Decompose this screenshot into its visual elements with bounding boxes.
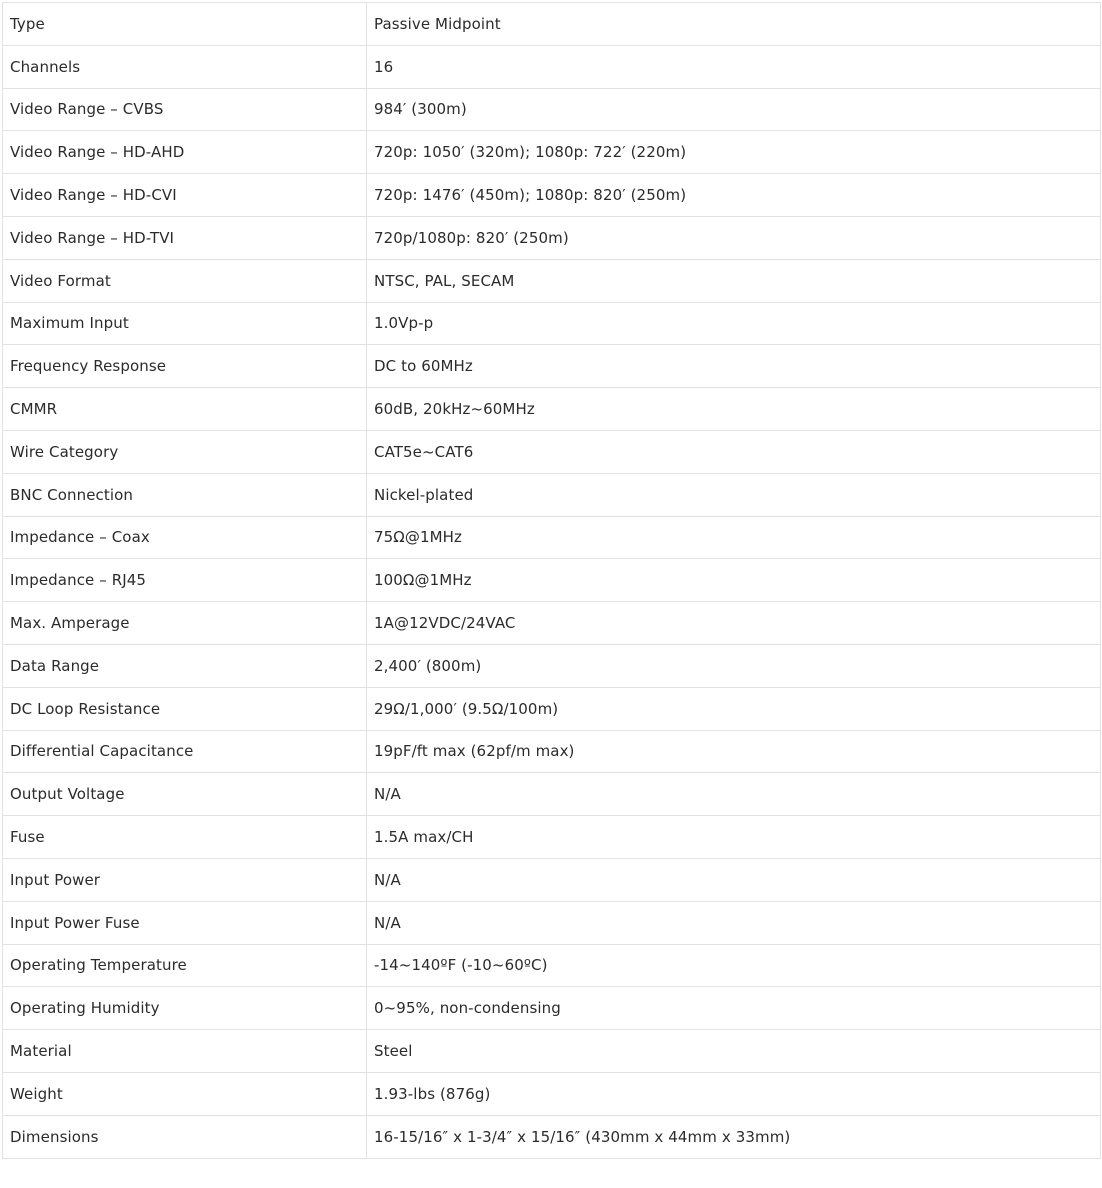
- spec-value: Passive Midpoint: [367, 3, 1101, 46]
- spec-label: Video Format: [3, 259, 367, 302]
- table-row: [3, 302, 1101, 345]
- spec-value: 720p: 1050′ (320m); 1080p: 722′ (220m): [367, 131, 1101, 174]
- spec-label: Weight: [3, 1072, 367, 1115]
- table-row: [3, 516, 1101, 559]
- table-row: [3, 45, 1101, 88]
- spec-label: Operating Humidity: [3, 987, 367, 1030]
- spec-value: Steel: [367, 1030, 1101, 1073]
- spec-value: 16: [367, 45, 1101, 88]
- spec-value: 1.0Vp-p: [367, 302, 1101, 345]
- spec-label: Maximum Input: [3, 302, 367, 345]
- table-row: [3, 1072, 1101, 1115]
- spec-table: [2, 2, 1101, 1159]
- table-row: [3, 687, 1101, 730]
- table-row: [3, 816, 1101, 859]
- spec-label: Operating Temperature: [3, 944, 367, 987]
- table-row: [3, 901, 1101, 944]
- spec-value: 984′ (300m): [367, 88, 1101, 131]
- spec-label: Impedance – RJ45: [3, 559, 367, 602]
- table-row: [3, 602, 1101, 645]
- spec-label: Data Range: [3, 644, 367, 687]
- spec-label: CMMR: [3, 388, 367, 431]
- spec-label: Video Range – CVBS: [3, 88, 367, 131]
- table-row: [3, 388, 1101, 431]
- table-row: [3, 259, 1101, 302]
- spec-value: 100Ω@1MHz: [367, 559, 1101, 602]
- table-row: [3, 473, 1101, 516]
- table-row: [3, 644, 1101, 687]
- table-row: [3, 944, 1101, 987]
- table-row: [3, 345, 1101, 388]
- spec-value: 16-15/16″ x 1-3/4″ x 15/16″ (430mm x 44mm x 33mm): [367, 1115, 1101, 1158]
- table-row: [3, 1115, 1101, 1158]
- spec-value: NTSC, PAL, SECAM: [367, 259, 1101, 302]
- spec-label: Input Power Fuse: [3, 901, 367, 944]
- spec-value: Nickel-plated: [367, 473, 1101, 516]
- table-row: [3, 773, 1101, 816]
- spec-value: 720p: 1476′ (450m); 1080p: 820′ (250m): [367, 174, 1101, 217]
- spec-value: 2,400′ (800m): [367, 644, 1101, 687]
- spec-value: 19pF/ft max (62pf/m max): [367, 730, 1101, 773]
- spec-value: -14~140ºF (-10~60ºC): [367, 944, 1101, 987]
- spec-value: N/A: [367, 901, 1101, 944]
- spec-label: Frequency Response: [3, 345, 367, 388]
- spec-value: 29Ω/1,000′ (9.5Ω/100m): [367, 687, 1101, 730]
- spec-label: DC Loop Resistance: [3, 687, 367, 730]
- spec-table-body: [3, 3, 1101, 1159]
- spec-value: 720p/1080p: 820′ (250m): [367, 216, 1101, 259]
- spec-label: BNC Connection: [3, 473, 367, 516]
- spec-label: Input Power: [3, 858, 367, 901]
- spec-label: Channels: [3, 45, 367, 88]
- spec-label: Video Range – HD-TVI: [3, 216, 367, 259]
- spec-value: 1A@12VDC/24VAC: [367, 602, 1101, 645]
- spec-label: Dimensions: [3, 1115, 367, 1158]
- table-row: [3, 3, 1101, 46]
- spec-label: Material: [3, 1030, 367, 1073]
- spec-label: Video Range – HD-CVI: [3, 174, 367, 217]
- spec-value: 75Ω@1MHz: [367, 516, 1101, 559]
- table-row: [3, 131, 1101, 174]
- spec-value: CAT5e~CAT6: [367, 430, 1101, 473]
- table-row: [3, 216, 1101, 259]
- table-row: [3, 430, 1101, 473]
- spec-label: Max. Amperage: [3, 602, 367, 645]
- spec-value: N/A: [367, 858, 1101, 901]
- spec-label: Type: [3, 3, 367, 46]
- spec-value: 0~95%, non-condensing: [367, 987, 1101, 1030]
- table-row: [3, 88, 1101, 131]
- spec-value: 60dB, 20kHz~60MHz: [367, 388, 1101, 431]
- spec-label: Fuse: [3, 816, 367, 859]
- table-row: [3, 987, 1101, 1030]
- spec-label: Wire Category: [3, 430, 367, 473]
- table-row: [3, 1030, 1101, 1073]
- table-row: [3, 559, 1101, 602]
- spec-value: DC to 60MHz: [367, 345, 1101, 388]
- spec-label: Impedance – Coax: [3, 516, 367, 559]
- spec-label: Differential Capacitance: [3, 730, 367, 773]
- spec-value: 1.93-lbs (876g): [367, 1072, 1101, 1115]
- spec-value: N/A: [367, 773, 1101, 816]
- spec-label: Output Voltage: [3, 773, 367, 816]
- table-row: [3, 174, 1101, 217]
- spec-label: Video Range – HD-AHD: [3, 131, 367, 174]
- spec-value: 1.5A max/CH: [367, 816, 1101, 859]
- table-row: [3, 730, 1101, 773]
- table-row: [3, 858, 1101, 901]
